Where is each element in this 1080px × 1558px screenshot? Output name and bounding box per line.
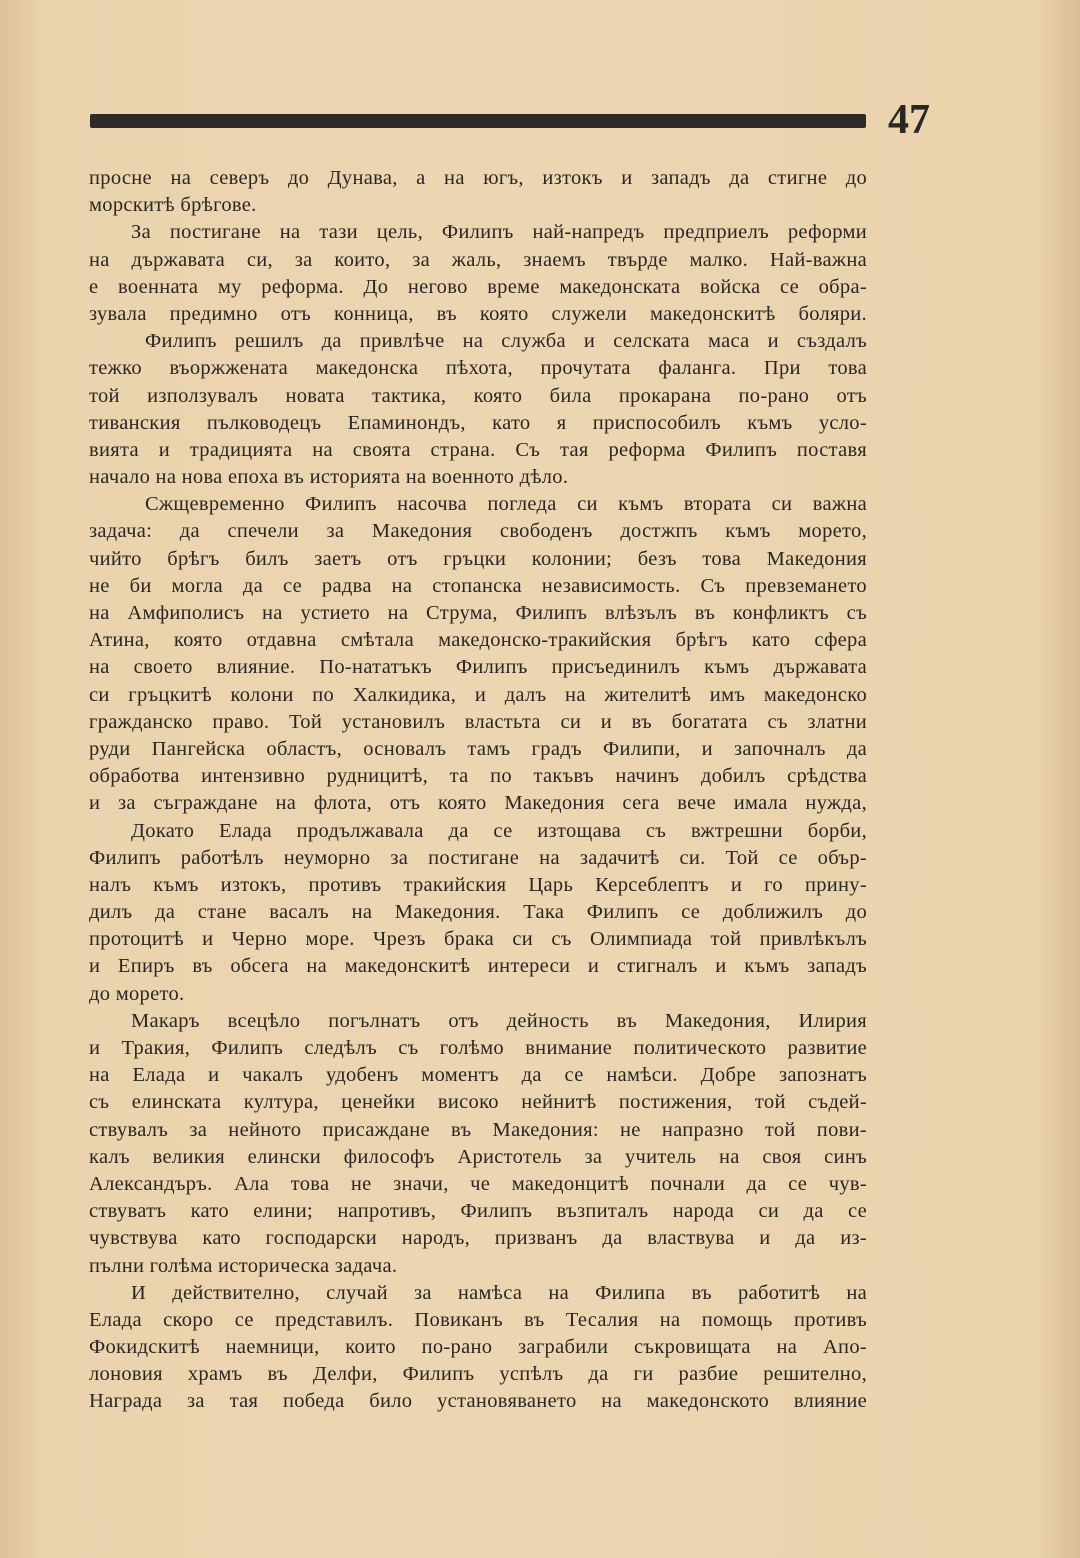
text-line: пълни голѣма историческа задача.: [89, 1254, 398, 1277]
text-line: и Епиръ въ обсега на македонскитѣ интереси и стигналъ и къмъ западъ: [89, 955, 867, 978]
text-line: вията и традицията на своята страна. Съ тая реформа Филипъ поставя: [89, 438, 867, 461]
text-line: руди Пангейска областъ, основалъ тамъ градъ Филипи, и започналъ да: [89, 737, 867, 760]
text-line: Сжщевременно Филипъ насочва погледа си къмъ втората си важна: [145, 493, 867, 516]
text-line: лоновия храмъ въ Делфи, Филипъ успѣлъ да ги разбие решително,: [89, 1363, 867, 1386]
text-line: задача: да спечели за Македония свободенъ достжпъ къмъ морето,: [89, 520, 867, 543]
text-line: на държавата си, за които, за жаль, знаемъ твърде малко. Най-важна: [89, 248, 867, 271]
text-line: и за съграждане на флота, отъ която Македония сега вече имала нужда,: [89, 792, 867, 815]
text-line: чийто брѣгъ билъ заетъ отъ гръцки колонии; безъ това Македония: [89, 547, 867, 570]
text-line: чувствува като господарски народъ, призванъ да властвува и да из-: [89, 1227, 867, 1250]
page-number: 47: [888, 97, 930, 143]
text-line: и Тракия, Филипъ следѣлъ съ голѣмо внимание политическото развитие: [89, 1037, 867, 1059]
text-line: морскитѣ брѣгове.: [89, 194, 257, 217]
text-line: ствувалъ за нейното присаждане въ Македония: не напразно той пови-: [89, 1118, 867, 1141]
body-text: [89, 165, 867, 1416]
text-line: не би могла да се радва на стопанска независимость. Съ превземането: [89, 574, 867, 597]
text-line: на Елада и чакалъ удобенъ моментъ да се намѣси. Добре запознатъ: [89, 1064, 867, 1087]
text-line: до морето.: [89, 982, 185, 1005]
text-line: Филипъ решилъ да привлѣче на служба и селската маса и създалъ: [145, 330, 867, 353]
text-line: Филипъ работѣлъ неуморно за постигане на задачитѣ си. Той се обър-: [89, 846, 867, 869]
text-line: За постигане на тази цель, Филипъ най-напредъ предприелъ реформи: [131, 221, 867, 244]
text-line: обработва интензивно рудницитѣ, та по такъвъ начинъ добилъ срѣдства: [89, 765, 867, 788]
text-line: Награда за тая победа било установяването на македонското влияние: [89, 1390, 867, 1413]
text-line: съ елинската култура, ценейки високо нейнитѣ постижения, той съдей-: [89, 1091, 867, 1114]
text-line: гражданско право. Той установилъ властьта си и въ богатата съ златни: [89, 710, 867, 733]
text-line: той използувалъ новата тактика, която била прокарана по-рано отъ: [89, 384, 867, 407]
text-line: Фокидскитѣ наемници, които по-рано заграбили съкровищата на Апо-: [89, 1336, 867, 1359]
text-line: тиванския пълководецъ Епаминондъ, като я приспособилъ къмъ усло-: [89, 411, 867, 434]
text-line: Атина, която отдавна смѣтала македонско-тракийския брѣгъ като сфера: [89, 629, 867, 652]
text-line: тежко въоржжената македонска пѣхота, прочутата фаланга. При това: [89, 357, 867, 380]
text-line: налъ къмъ изтокъ, противъ тракийския Царь Керсеблептъ и го прину-: [89, 873, 867, 896]
text-line: е военната му реформа. До негово време македонската войска се обра-: [89, 275, 867, 298]
text-line: Александъръ. Ала това не значи, че македонцитѣ почнали да се чув-: [89, 1172, 867, 1195]
text-line: Докато Елада продължавала да се изтощава съ вжтрешни борби,: [131, 819, 867, 842]
text-line: ствуватъ като елини; напротивъ, Филипъ възпиталъ народа си да се: [89, 1200, 867, 1223]
text-line: Елада скоро се представилъ. Повиканъ въ Тесалия на помощь противъ: [89, 1308, 867, 1331]
text-line: зувала предимно отъ конница, въ която служели македонскитѣ боляри.: [89, 302, 867, 325]
text-line: си гръцкитѣ колони по Халкидика, и далъ на жителитѣ имъ македонско: [89, 683, 867, 706]
text-line: И действително, случай за намѣса на Филипа въ работитѣ на: [131, 1281, 867, 1304]
header-rule: [90, 114, 866, 128]
text-line: просне на северъ до Дунава, а на югъ, изтокъ и западъ да стигне до: [89, 167, 867, 189]
text-line: дилъ да стане васалъ на Македония. Така Филипъ се доближилъ до: [89, 901, 867, 924]
text-line: начало на нова епоха въ историята на военното дѣло.: [89, 466, 569, 489]
text-line: на Амфиполисъ на устието на Струма, Филипъ влѣзълъ въ конфликтъ съ: [89, 602, 867, 624]
text-line: на своето влияние. По-нататъкъ Филипъ присъединилъ къмъ държавата: [89, 656, 867, 679]
text-line: Макаръ всецѣло погълнатъ отъ дейность въ Македония, Илирия: [131, 1009, 867, 1032]
text-line: калъ великия елински философъ Аристотель за учитель на своя синъ: [89, 1145, 867, 1168]
text-line: протоцитѣ и Черно море. Чрезъ брака си съ Олимпиада той привлѣкълъ: [89, 928, 867, 951]
